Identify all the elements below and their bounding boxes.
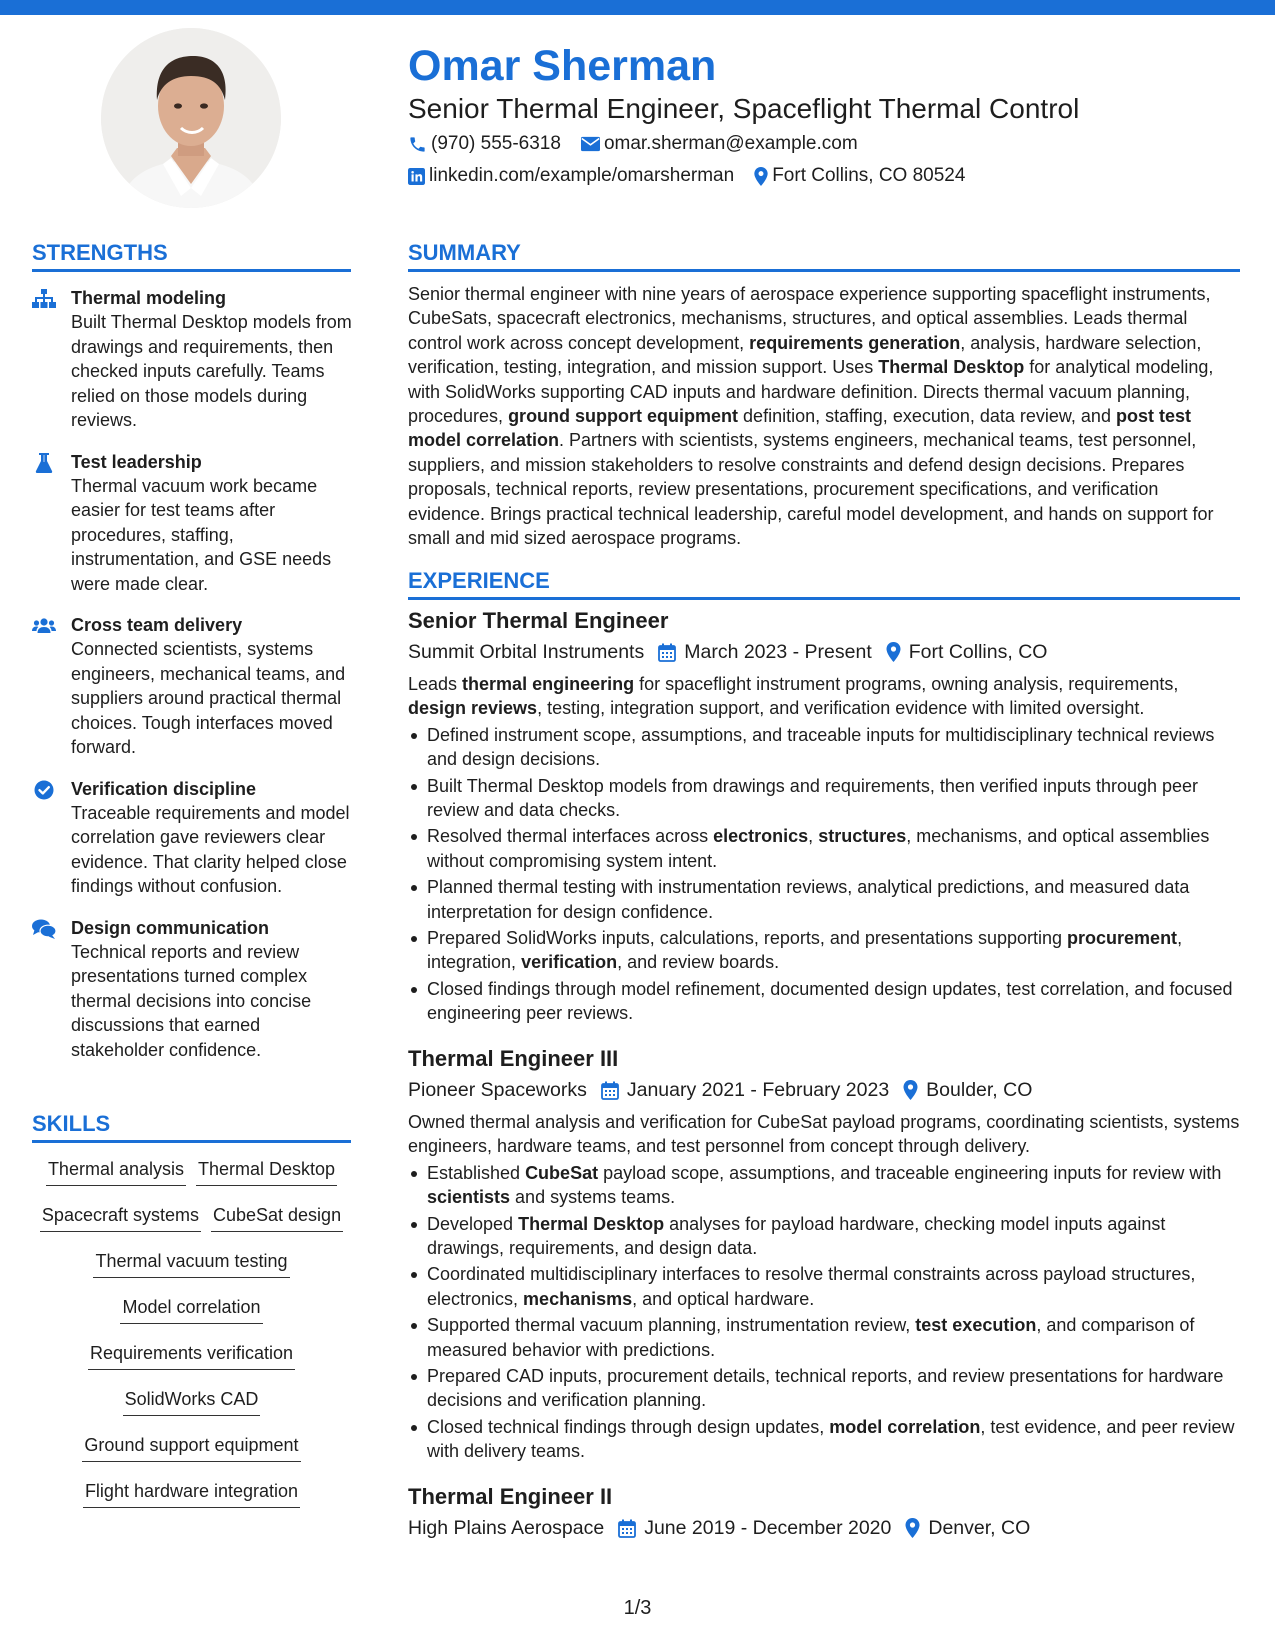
profile-photo	[101, 28, 281, 208]
phone-text: (970) 555-6318	[431, 133, 561, 154]
job-entry	[408, 1483, 1240, 1542]
strength-description: Connected scientists, systems engineers, mechanical teams, and suppliers around practical thermal choices. Tough interfaces moved forward.	[71, 639, 346, 757]
skill-tag: Thermal vacuum testing	[93, 1249, 289, 1278]
skill-tag: Flight hardware integration	[83, 1479, 300, 1508]
map-marker-icon	[886, 642, 901, 662]
map-marker-icon	[754, 167, 768, 186]
job-location	[903, 1076, 1032, 1104]
job-dates	[658, 638, 872, 666]
job-company	[408, 1076, 587, 1104]
job-entry	[408, 607, 1240, 1028]
strength-item	[32, 916, 357, 1063]
job-title: Thermal Engineer III	[408, 1046, 619, 1071]
sitemap-icon	[32, 289, 56, 309]
summary-text: Senior thermal engineer with nine years of aerospace experience supporting spaceflight instruments, CubeSats, spacecraft electronics, mechanisms, structures, and optical assemblies. Leads thermal control work across concept development, requirements generation, analysis, hardware selection, verification, testing, integration, and mission support. Uses Thermal Desktop for analytical modeling, with SolidWorks supporting CAD inputs and hardware definition. Directs thermal vacuum planning, procedures, ground support equipment definition, staffing, execution, data review, and post test model correlation. Partners with scientists, systems engineers, mechanical teams, test personnel, suppliers, and mission stakeholders to resolve constraints and defend design decisions. Prepares proposals, technical reports, review presentations, procurement specifications, and verification evidence. Brings practical technical leadership, careful model development, and hands on support for small and mid sized aerospace programs.	[408, 284, 1214, 549]
contact-phone	[408, 133, 561, 155]
list-item: Defined instrument scope, assumptions, and traceable inputs for multidisciplinary technical reviews and design decisions.	[408, 723, 1240, 772]
skill-tag: Thermal Desktop	[196, 1157, 337, 1186]
strength-description: Traceable requirements and model correlation gave reviewers clear evidence. That clarity helped close findings without confusion.	[71, 802, 350, 896]
strength-description: Technical reports and review presentations turned complex thermal decisions into concise discussions that earned stakeholder confidence.	[71, 941, 312, 1060]
strength-title: Thermal modeling	[71, 288, 227, 308]
job-description: Owned thermal analysis and verification for CubeSat payload programs, coordinating scientists, systems engineers, hardware teams, and test personnel from concept through delivery.	[408, 1112, 1240, 1157]
job-meta	[408, 1514, 1240, 1542]
strength-title: Design communication	[71, 917, 270, 938]
strength-item	[32, 286, 357, 433]
calendar-icon	[601, 1081, 619, 1100]
strength-item	[32, 450, 357, 597]
list-item: Prepared CAD inputs, procurement details, technical reports, and review presentations for hardware decisions and verification planning.	[408, 1364, 1240, 1413]
skill-tag: Thermal analysis	[46, 1157, 186, 1186]
job-dates	[601, 1076, 889, 1104]
strength-title: Cross team delivery	[71, 615, 243, 635]
job-meta	[408, 1076, 1240, 1104]
strength-description: Built Thermal Desktop models from drawings and requirements, then checked inputs carefully. Teams relied on those models during reviews.	[71, 312, 352, 430]
list-item: Resolved thermal interfaces across electronics, structures, mechanisms, and optical assemblies without compromising system intent.	[408, 824, 1240, 873]
page-number: 1/3	[623, 1597, 652, 1619]
contact-row-2	[408, 165, 985, 187]
job-bullets	[408, 1161, 1240, 1464]
list-item: Prepared SolidWorks inputs, calculations, reports, and presentations supporting procurement, integration, verification, and review boards.	[408, 926, 1240, 975]
email-text[interactable]: omar.sherman@example.com	[603, 133, 858, 154]
list-item: Established CubeSat payload scope, assumptions, and traceable engineering inputs for review with scientists and systems teams.	[408, 1161, 1240, 1210]
job-location	[905, 1514, 1030, 1542]
skill-tag: SolidWorks CAD	[123, 1387, 261, 1416]
skill-tag: CubeSat design	[211, 1203, 343, 1232]
map-marker-icon	[905, 1518, 920, 1538]
list-item: Coordinated multidisciplinary interfaces to resolve thermal constraints across payload structures, electronics, mechanisms, and optical hardware.	[408, 1262, 1240, 1311]
strengths-list	[32, 286, 357, 1079]
list-item: Closed technical findings through design updates, model correlation, test evidence, and peer review with delivery teams.	[408, 1415, 1240, 1464]
list-item: Developed Thermal Desktop analyses for payload hardware, checking model inputs against drawings, requirements, and design data.	[408, 1212, 1240, 1261]
job-company	[408, 638, 644, 666]
envelope-icon	[581, 136, 600, 152]
contact-row-1	[408, 133, 878, 155]
strength-item	[32, 613, 357, 760]
job-meta	[408, 638, 1240, 666]
skill-tag: Spacecraft systems	[40, 1203, 201, 1232]
date-range: June 2019 - December 2020	[644, 1517, 892, 1539]
candidate-headline: Senior Thermal Engineer, Spaceflight Thermal Control	[408, 93, 1080, 124]
experience-heading: EXPERIENCE	[408, 568, 1240, 600]
skill-tag: Requirements verification	[88, 1341, 295, 1370]
contact-linkedin[interactable]	[408, 165, 734, 187]
strength-description: Thermal vacuum work became easier for test teams after procedures, staffing, instrumentation, and GSE needs were made clear.	[71, 475, 332, 594]
date-range: March 2023 - Present	[684, 641, 872, 663]
flask-icon	[32, 453, 56, 473]
map-marker-icon	[903, 1080, 918, 1100]
users-icon	[32, 616, 56, 636]
job-title: Thermal Engineer II	[408, 1484, 613, 1509]
job-title: Senior Thermal Engineer	[408, 608, 669, 633]
skill-tag: Model correlation	[120, 1295, 262, 1324]
top-accent-bar	[0, 0, 1275, 15]
company-name: Summit Orbital Instruments	[408, 641, 645, 663]
list-item: Supported thermal vacuum planning, instrumentation review, test execution, and comparison of measured behavior with predictions.	[408, 1313, 1240, 1362]
job-location	[886, 638, 1048, 666]
linkedin-icon	[408, 168, 425, 185]
skills-heading: SKILLS	[32, 1111, 351, 1143]
calendar-icon	[618, 1519, 636, 1538]
list-item: Built Thermal Desktop models from drawings and requirements, then verified inputs through peer review and data checks.	[408, 774, 1240, 823]
phone-icon	[408, 135, 427, 154]
list-item: Closed findings through model refinement, documented design updates, test correlation, and focused engineering peer reviews.	[408, 977, 1240, 1026]
job-company	[408, 1514, 604, 1542]
comments-icon	[32, 919, 56, 939]
job-dates	[618, 1514, 891, 1542]
strengths-heading: STRENGTHS	[32, 240, 351, 272]
location-text: Fort Collins, CO 80524	[772, 165, 966, 186]
location-text: Fort Collins, CO	[908, 641, 1048, 663]
candidate-name: Omar Sherman	[408, 42, 717, 90]
summary-heading: SUMMARY	[408, 240, 1240, 272]
list-item: Planned thermal testing with instrumentation reviews, analytical predictions, and measured data interpretation for design confidence.	[408, 875, 1240, 924]
job-description: Leads thermal engineering for spaceflight instrument programs, owning analysis, requirements, design reviews, testing, integration support, and verification evidence with limited oversight.	[408, 674, 1179, 719]
company-name: Pioneer Spaceworks	[408, 1079, 587, 1101]
skill-tag: Ground support equipment	[82, 1433, 300, 1462]
skills-list	[32, 1157, 351, 1525]
job-bullets	[408, 723, 1240, 1026]
contact-location	[754, 165, 965, 187]
company-name: High Plains Aerospace	[408, 1517, 605, 1539]
check-circle-icon	[32, 780, 56, 800]
calendar-icon	[658, 643, 676, 662]
location-text: Denver, CO	[928, 1517, 1031, 1539]
date-range: January 2021 - February 2023	[626, 1079, 890, 1101]
strength-title: Verification discipline	[71, 778, 257, 799]
job-entry	[408, 1045, 1240, 1466]
strength-item	[32, 777, 357, 899]
linkedin-text[interactable]: linkedin.com/example/omarsherman	[429, 165, 735, 186]
contact-email[interactable]	[581, 133, 858, 155]
location-text: Boulder, CO	[926, 1079, 1033, 1101]
strength-title: Test leadership	[71, 451, 202, 472]
